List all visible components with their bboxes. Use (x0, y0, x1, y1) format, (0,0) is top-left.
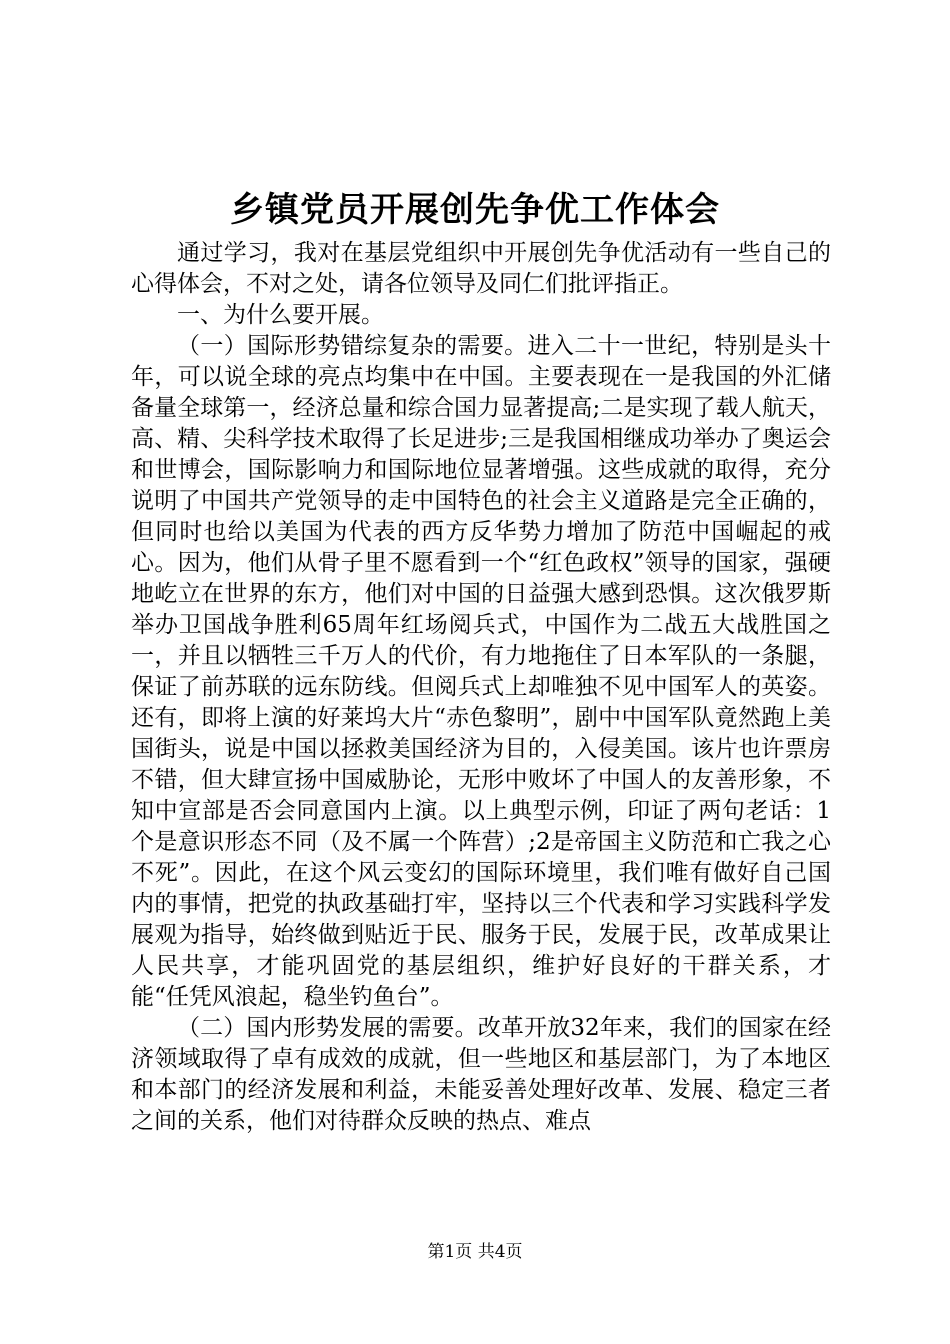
document-body (131, 238, 831, 1137)
page-number-footer: 第1页 共4页 (427, 1242, 523, 1262)
paragraph-domestic: （二）国内形势发展的需要。改革开放32年来，我们的国家在经济领域取得了卓有成效的成就，但一些地区和基层部门，为了本地区和本部门的经济发展和利益，未能妥善处理好改革、发展、稳定三者之间的关系，他们对待群众反映的热点、难点 (131, 1015, 831, 1134)
paragraph-intro: 通过学习，我对在基层党组织中开展创先争优活动有一些自己的心得体会，不对之处，请各位领导及同仁们批评指正。 (131, 240, 831, 297)
document-title: 乡镇党员开展创先争优工作体会 (230, 190, 720, 230)
section-heading: 一、为什么要开展。 (177, 302, 384, 328)
paragraph-international: （一）国际形势错综复杂的需要。进入二十一世纪，特别是头十年，可以说全球的亮点均集中在中国。主要表现在一是我国的外汇储备量全球第一，经济总量和综合国力显著提高;二是实现了载人航天，高、精、尖科学技术取得了长足进步;三是我国相继成功举办了奥运会和世博会，国际影响力和国际地位显著增强。这些成就的取得，充分说明了中国共产党领导的走中国特色的社会主义道路是完全正确的，但同时也给以美国为代表的西方反华势力增加了防范中国崛起的戒心。因为，他们从骨子里不愿看到一个“红色政权”领导的国家，强硬地屹立在世界的东方，他们对中国的日益强大感到恐惧。这次俄罗斯举办卫国战争胜利65周年红场阅兵式，中国作为二战五大战胜国之一，并且以牺牲三千万人的代价，有力地拖住了日本军队的一条腿，保证了前苏联的远东防线。但阅兵式上却唯独不见中国军人的英姿。还有，即将上演的好莱坞大片“赤色黎明”，剧中中国军队竟然跑上美国街头，说是中国以拯救美国经济为目的，入侵美国。该片也许票房不错，但大肆宣扬中国威胁论，无形中败坏了中国人的友善形象，不知中宣部是否会同意国内上演。以上典型示例，印证了两句老话：1个是意识形态不同（及不属一个阵营）;2是帝国主义防范和亡我之心不死”。因此，在这个风云变幻的国际环境里，我们唯有做好自己国内的事情，把党的执政基础打牢，坚持以三个代表和学习实践科学发展观为指导，始终做到贴近于民、服务于民，发展于民，改革成果让人民共享，才能巩固党的基层组织，维护好良好的干群关系，才能“任凭风浪起，稳坐钓鱼台”。 (131, 333, 831, 1010)
